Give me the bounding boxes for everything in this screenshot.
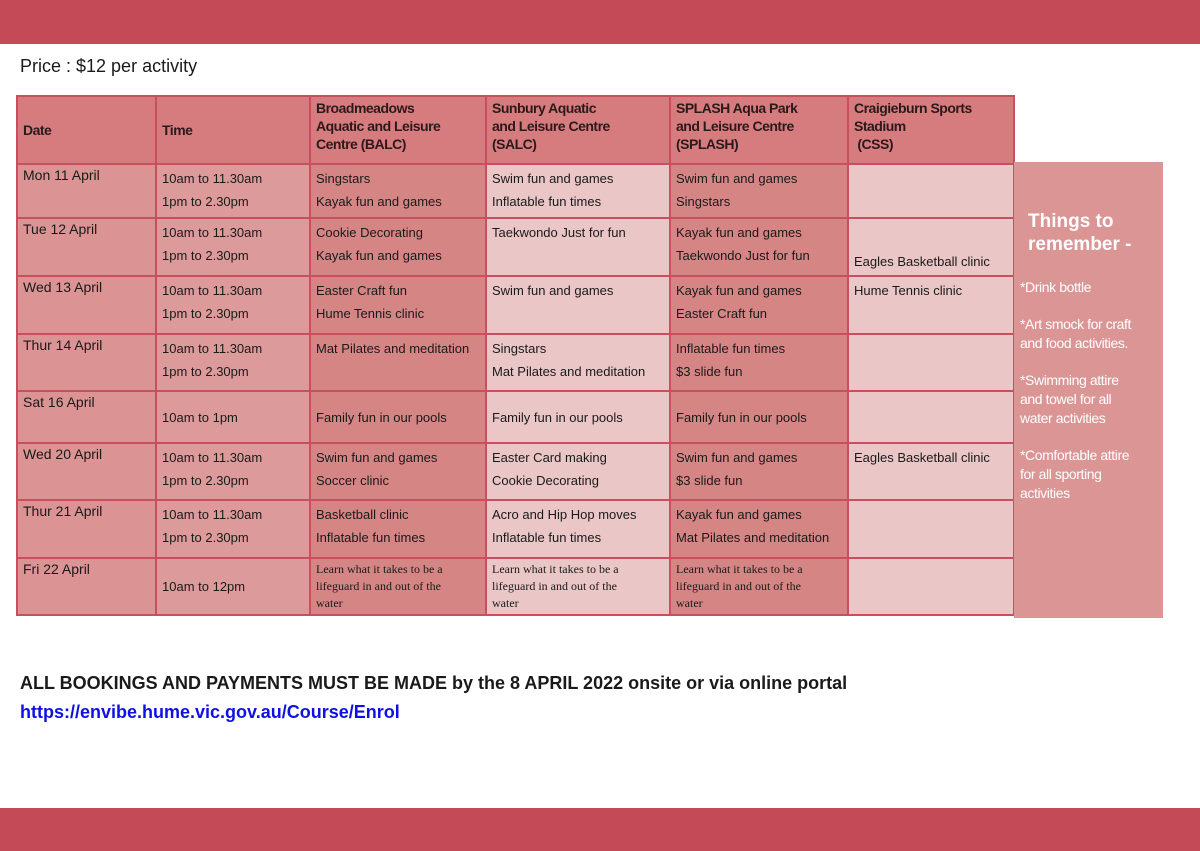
time-cell: 10am to 11.30am 1pm to 2.30pm [156,443,310,500]
remember-item: *Swimming attire and towel for all water activities [1020,372,1119,426]
activity-cell-css: Eagles Basketball clinic [848,218,1014,276]
activity-cell-splash: Learn what it takes to be a lifeguard in and out of the water [670,558,848,615]
activity-cell-salc: Family fun in our pools [486,391,670,443]
activity-cell-splash: Kayak fun and games Taekwondo Just for fun [670,218,848,276]
header-date: Date [17,96,156,164]
activity-cell-balc: Singstars Kayak fun and games [310,164,486,218]
activity-cell-balc: Basketball clinic Inflatable fun times [310,500,486,558]
time-cell: 10am to 11.30am 1pm to 2.30pm [156,276,310,334]
activity-cell-splash: Kayak fun and games Mat Pilates and meditation [670,500,848,558]
activity-cell-balc: Mat Pilates and meditation [310,334,486,391]
activity-cell-salc: Acro and Hip Hop moves Inflatable fun times [486,500,670,558]
activity-cell-css [848,334,1014,391]
activity-cell-splash: Swim fun and games Singstars [670,164,848,218]
activity-cell-splash: Swim fun and games $3 slide fun [670,443,848,500]
remember-list [1014,278,1163,503]
table-row [17,334,1014,391]
booking-notice: ALL BOOKINGS AND PAYMENTS MUST BE MADE by the 8 APRIL 2022 onsite or via online portal [20,673,848,693]
header-css: Craigieburn Sports Stadium (CSS) [848,96,1014,164]
activity-cell-salc: Swim fun and games [486,276,670,334]
remember-title: Things to remember - [1028,211,1132,255]
remember-item: *Comfortable attire for all sporting activities [1020,447,1130,501]
remember-item: *Drink bottle [1020,279,1092,295]
time-cell: 10am to 1pm [156,391,310,443]
date-cell: Mon 11 April [17,164,156,218]
activity-cell-salc: Swim fun and games Inflatable fun times [486,164,670,218]
header-splash: SPLASH Aqua Park and Leisure Centre (SPLASH) [670,96,848,164]
activity-cell-css: Hume Tennis clinic [848,276,1014,334]
activity-cell-css [848,500,1014,558]
activity-cell-balc: Cookie Decorating Kayak fun and games [310,218,486,276]
time-cell: 10am to 11.30am 1pm to 2.30pm [156,164,310,218]
schedule-table [16,95,1015,616]
bottom-banner [0,808,1200,851]
date-cell: Thur 21 April [17,500,156,558]
activity-cell-salc: Easter Card making Cookie Decorating [486,443,670,500]
date-cell: Wed 20 April [17,443,156,500]
date-cell: Wed 13 April [17,276,156,334]
top-banner [0,0,1200,44]
activity-cell-css [848,391,1014,443]
table-row [17,391,1014,443]
activity-cell-splash: Kayak fun and games Easter Craft fun [670,276,848,334]
activity-cell-salc: Learn what it takes to be a lifeguard in and out of the water [486,558,670,615]
time-cell: 10am to 11.30am 1pm to 2.30pm [156,500,310,558]
activity-cell-balc: Learn what it takes to be a lifeguard in and out of the water [310,558,486,615]
date-cell: Thur 14 April [17,334,156,391]
activity-cell-css: Eagles Basketball clinic [848,443,1014,500]
activity-cell-splash: Family fun in our pools [670,391,848,443]
time-cell: 10am to 12pm [156,558,310,615]
table-row [17,276,1014,334]
things-to-remember-panel [1014,162,1163,618]
time-cell: 10am to 11.30am 1pm to 2.30pm [156,218,310,276]
activity-cell-css [848,558,1014,615]
activity-cell-balc: Easter Craft fun Hume Tennis clinic [310,276,486,334]
time-cell: 10am to 11.30am 1pm to 2.30pm [156,334,310,391]
table-row [17,164,1014,218]
table-header-row [17,96,1014,164]
table-row [17,443,1014,500]
date-cell: Sat 16 April [17,391,156,443]
activity-cell-salc: Singstars Mat Pilates and meditation [486,334,670,391]
header-time: Time [156,96,310,164]
table-row [17,558,1014,615]
activity-cell-salc: Taekwondo Just for fun [486,218,670,276]
enrol-link[interactable]: https://envibe.hume.vic.gov.au/Course/Enrol [20,702,400,722]
activity-cell-balc: Family fun in our pools [310,391,486,443]
remember-item: *Art smock for craft and food activities. [1020,316,1132,351]
table-row [17,218,1014,276]
activity-cell-splash: Inflatable fun times $3 slide fun [670,334,848,391]
activity-cell-balc: Swim fun and games Soccer clinic [310,443,486,500]
header-salc: Sunbury Aquatic and Leisure Centre (SALC) [486,96,670,164]
table-row [17,500,1014,558]
date-cell: Fri 22 April [17,558,156,615]
activity-cell-css [848,164,1014,218]
header-balc: Broadmeadows Aquatic and Leisure Centre (BALC) [310,96,486,164]
date-cell: Tue 12 April [17,218,156,276]
price-text: Price : $12 per activity [20,56,198,76]
